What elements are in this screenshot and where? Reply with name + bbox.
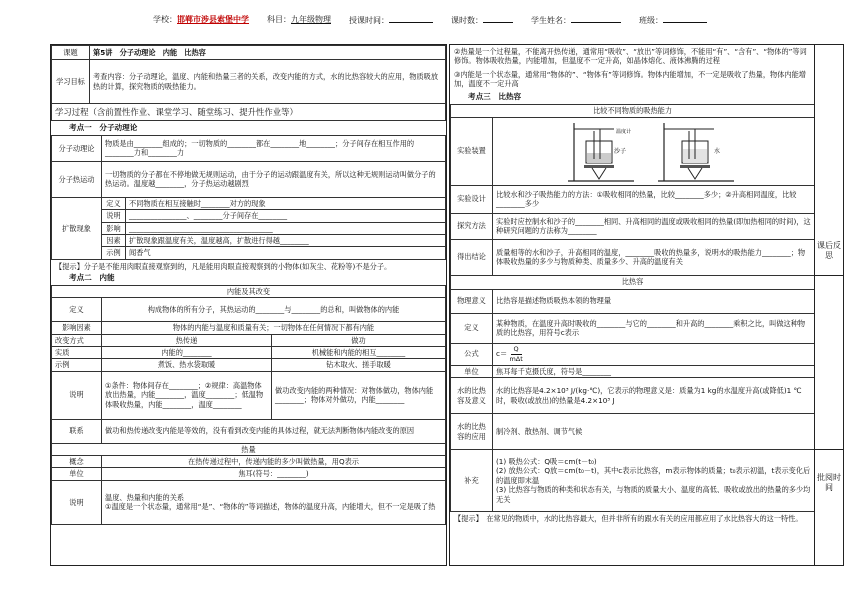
subject-name: 九年级物理 bbox=[291, 14, 331, 24]
formula-numerator: Q bbox=[511, 345, 522, 354]
diffusion-value: ________________________________________ bbox=[126, 222, 446, 234]
kp2-title: 考点二 内能 bbox=[69, 273, 115, 283]
time-field: 授课时间： bbox=[349, 14, 433, 26]
diffusion-value: ________________、________分子间存在________ bbox=[126, 210, 446, 222]
period-field: 课时数： bbox=[451, 14, 513, 26]
kp3-table bbox=[450, 104, 815, 512]
kp2-table bbox=[51, 285, 446, 525]
sh-head: 比热容 bbox=[451, 275, 815, 289]
diffusion-key: 说明 bbox=[102, 210, 126, 222]
kp1-tip: 【提示】分子是不能用肉眼直接观察到的，凡是能用肉眼直接观察到的小物体(如灰尘、花粉等)不是分子。 bbox=[55, 261, 392, 271]
topic-label: 课题 bbox=[52, 46, 90, 60]
heat-concept: 在热传递过程中，传递内能的多少叫做热量，用Q表示 bbox=[102, 456, 446, 468]
kp2-way-b: 做功 bbox=[272, 334, 446, 346]
kp1-table bbox=[51, 135, 446, 260]
sh-mean: 比热容是描述物质吸热本领的物理量 bbox=[493, 289, 815, 313]
kp2-def: 构成物体的所有分子，其热运动的________与________的总和，叫做物体的内能 bbox=[102, 298, 446, 322]
heat-unit-label: 单位 bbox=[52, 468, 102, 480]
exp-conc: 质量相等的水和沙子，升高相同的温度，________吸收的热量多，说明水的吸热能力________；物体吸收热量的多少与物质种类、质量多少、升高的温度有关 bbox=[493, 239, 815, 275]
right-cont-1: ②热量是一个过程量，不能离开热传递，通常用“吸收”、“放出”等词修饰，不能用“有”、“含有”、“物体的”等词修饰。物体吸收热量，内能增加，但温度不一定升高，如晶体熔化、液体沸腾的过程 bbox=[454, 47, 807, 66]
heat-explain-label: 说明 bbox=[52, 480, 102, 524]
side-review-time: 批阅时间 bbox=[817, 473, 841, 493]
kp2-factor: 物体的内能与温度和质量有关；一切物体在任何情况下都有内能 bbox=[102, 322, 446, 334]
water-label: 水 bbox=[713, 148, 720, 156]
diffusion-label: 扩散现象 bbox=[52, 197, 102, 259]
kp2-explain-label: 说明 bbox=[52, 371, 102, 419]
kp2-def-label: 定义 bbox=[52, 298, 102, 322]
kp1-row-label: 分子热运动 bbox=[52, 161, 102, 197]
left-column bbox=[50, 44, 447, 566]
heat-head: 热量 bbox=[52, 443, 446, 455]
page-header bbox=[0, 0, 860, 40]
sand-label: 沙子 bbox=[613, 148, 626, 156]
title-table bbox=[51, 45, 446, 121]
process-title: 学习过程（含前置性作业、课堂学习、随堂练习、提升性作业等） bbox=[52, 104, 446, 121]
goal-label: 学习目标 bbox=[52, 60, 90, 104]
class-field: 班级： bbox=[639, 14, 707, 26]
heat-concept-label: 概念 bbox=[52, 456, 102, 468]
kp2-link-label: 联系 bbox=[52, 419, 102, 443]
kp2-example-a: 煮饭、热水袋取暖 bbox=[102, 359, 272, 371]
student-field: 学生姓名： bbox=[531, 14, 621, 26]
topic-title: 第5讲 分子动理论 内能 比热容 bbox=[90, 46, 446, 60]
school-field: 学校：邯郸市涉县索堡中学 bbox=[153, 14, 249, 24]
exp-method: 实验时应控制水和沙子的________相同、升高相同的温度或吸收相同的热量(即加热相同的时间)，这种研究问题的方法称为________ bbox=[493, 213, 815, 239]
sh-formula bbox=[493, 343, 815, 365]
heat-explain-line: ①温度是一个状态量，通常用“是”、“物体的”等词描述，物体的温度升高，内能增大，但不一定是吸了热 bbox=[105, 502, 436, 512]
diffusion-key: 影响 bbox=[102, 222, 126, 234]
diffusion-key: 示例 bbox=[102, 247, 126, 259]
sh-mean-label: 物理意义 bbox=[451, 289, 493, 313]
goal-text: 考查内容：分子动理论，温度、内能和热量三者的关系，改变内能的方式，水的比热容较大的应用，物质吸放热的计算，探究物质的吸热能力。 bbox=[90, 60, 446, 104]
sh-add-label: 补充 bbox=[451, 450, 493, 512]
sh-app-label: 水的比热容的应用 bbox=[451, 414, 493, 450]
kp2-essence-a: 内能的________ bbox=[102, 346, 272, 358]
sh-add-line: (3) 比热容与物质的种类和状态有关，与物质的质量大小、温度的高低、吸收或放出的热量的多少均无关 bbox=[496, 485, 811, 504]
subject-field: 科目：九年级物理 bbox=[267, 14, 331, 24]
right-column bbox=[449, 44, 815, 566]
diffusion-key: 定义 bbox=[102, 197, 126, 209]
sh-app: 制冷剂、散热剂、调节气候 bbox=[493, 414, 815, 450]
side-reflection: 课后反思 bbox=[817, 241, 841, 261]
kp2-essence-label: 实质 bbox=[52, 346, 102, 358]
exp-device-figure bbox=[493, 117, 815, 185]
diffusion-value: 闻香气 bbox=[126, 247, 446, 259]
sh-unit-label: 单位 bbox=[451, 365, 493, 377]
sh-water: 水的比热容是4.2×10³ J/(kg·℃)，它表示的物理意义是：质量为1 kg的水温度升高(或降低)1 ℃时，吸收(或放出)的热量是4.2×10³ J bbox=[493, 378, 815, 414]
exp-design: 比较水和沙子吸热能力的方法：①吸收相同的热量，比较________多少；②升高相同温度，比较________多少 bbox=[493, 185, 815, 213]
formula-lhs: c＝ bbox=[496, 349, 508, 359]
kp2-way-a: 热传递 bbox=[102, 334, 272, 346]
kp1-row-text: 一切物质的分子都在不停地做无规则运动，由于分子的运动跟温度有关，所以这种无规则运动叫做分子的热运动。温度越________，分子热运动越剧烈 bbox=[102, 161, 446, 197]
beaker-apparatus-icon bbox=[564, 119, 744, 183]
exp-device-label: 实验装置 bbox=[451, 117, 493, 185]
sh-def: 某种物质，在温度升高时吸收的________与它的________和升高的________乘积之比，叫做这种物质的比热容，用符号c表示 bbox=[493, 313, 815, 343]
thermometer-label: 温度计 bbox=[615, 129, 631, 136]
formula-denominator: mΔt bbox=[509, 354, 523, 363]
exp-method-label: 探究方法 bbox=[451, 213, 493, 239]
kp3-tip: 【提示】 在常见的物质中，水的比热容最大，但并非所有的跟水有关的应用都应用了水比热容大的这一特性。 bbox=[454, 514, 803, 524]
kp1-title: 考点一 分子动理论 bbox=[69, 123, 138, 132]
kp2-head: 内能及其改变 bbox=[52, 285, 446, 297]
sh-unit: 焦耳每千克摄氏度，符号是________ bbox=[493, 365, 815, 377]
kp2-essence-b: 机械能和内能的相互________ bbox=[272, 346, 446, 358]
school-name: 邯郸市涉县索堡中学 bbox=[177, 14, 249, 24]
heat-unit: 焦耳(符号：________) bbox=[102, 468, 446, 480]
sh-add-line: (2) 放热公式：Q放＝cm(t₀－t)，其中c表示比热容，m表示物体的质量；t₀表示初温，t表示变化后的温度即末温 bbox=[496, 466, 811, 485]
kp3-title: 考点三 比热容 bbox=[468, 92, 522, 102]
kp2-link: 做功和热传递改变内能是等效的，没有看到改变内能的具体过程，就无法判断物体内能改变的原因 bbox=[102, 419, 446, 443]
kp2-example-b: 钻木取火、搓手取暖 bbox=[272, 359, 446, 371]
kp2-example-label: 示例 bbox=[52, 359, 102, 371]
diffusion-value: 扩散现象跟温度有关，温度越高，扩散进行得越________ bbox=[126, 234, 446, 246]
kp2-explain-b: 做功改变内能的两种情况：对物体做功，物体内能________；物体对外做功，内能________ bbox=[272, 371, 446, 419]
sh-def-label: 定义 bbox=[451, 313, 493, 343]
right-cont-2: ③内能是一个状态量，通常用“物体的”、“物体有”等词修饰。物体内能增加，不一定是吸收了热量，物体内能增加，温度不一定升高 bbox=[454, 69, 806, 89]
exp-head: 比较不同物质的吸热能力 bbox=[451, 105, 815, 117]
kp1-row-text: 物质是由________组成的；一切物质的________都在________地________；分子间存在相互作用的________力和________力 bbox=[102, 135, 446, 161]
kp2-way-label: 改变方式 bbox=[52, 334, 102, 346]
diffusion-value: 不同物质在相互接触时________对方的现象 bbox=[126, 197, 446, 209]
diffusion-key: 因素 bbox=[102, 234, 126, 246]
kp2-factor-label: 影响因素 bbox=[52, 322, 102, 334]
exp-design-label: 实验设计 bbox=[451, 185, 493, 213]
sh-add bbox=[493, 450, 815, 512]
kp1-row-label: 分子动理论 bbox=[52, 135, 102, 161]
heat-explain-line: 温度、热量和内能的关系 bbox=[105, 492, 185, 502]
kp2-explain-a: ①条件：物体间存在________；②规律：高温物体放出热量，内能________，温度________；低温物体吸收热量，内能________，温度________ bbox=[102, 371, 272, 419]
sh-water-label: 水的比热容及意义 bbox=[451, 378, 493, 414]
sh-add-line: (1) 吸热公式：Q吸＝cm(t－t₀) bbox=[496, 457, 597, 467]
sh-formula-label: 公式 bbox=[451, 343, 493, 365]
heat-explain bbox=[102, 480, 446, 524]
side-column bbox=[814, 44, 844, 566]
exp-conc-label: 得出结论 bbox=[451, 239, 493, 275]
